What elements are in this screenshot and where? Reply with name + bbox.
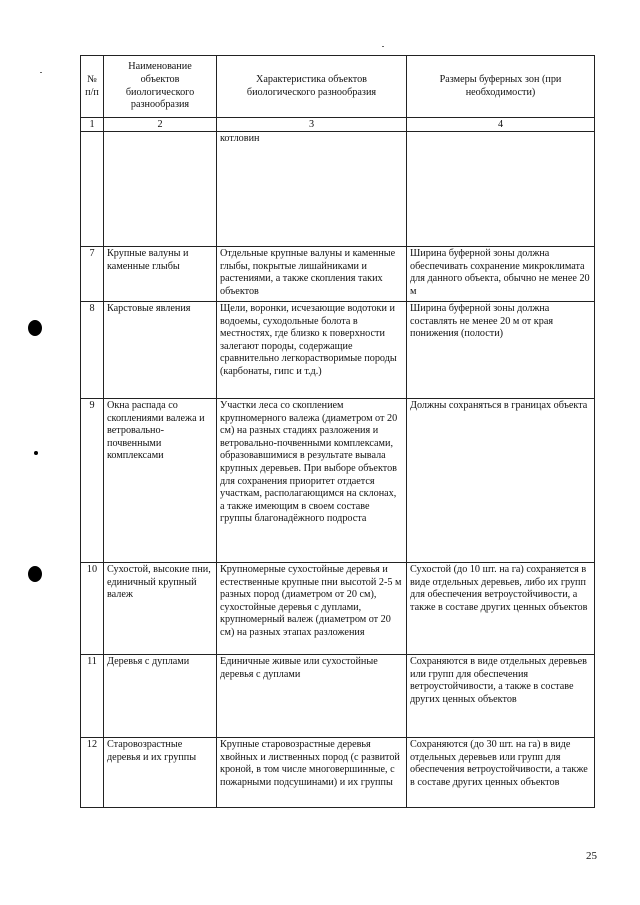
scan-speck (40, 72, 42, 73)
row-num (81, 132, 104, 247)
row-buffer: Сохраняются в виде отдельных деревьев или групп для обеспечения ветроустойчивости, а также в составе других ценных объектов (407, 655, 595, 738)
row-name: Сухостой, высокие пни, единичный крупный валеж (104, 563, 217, 655)
row-buffer: Должны сохраняться в границах объекта (407, 399, 595, 563)
row-buffer: Ширина буферной зоны должна составлять не менее 20 м от края понижения (полости) (407, 302, 595, 399)
row-num: 8 (81, 302, 104, 399)
row-num: 12 (81, 738, 104, 808)
biodiversity-objects-table (80, 55, 595, 808)
table-row (81, 655, 595, 738)
row-name: Старовозрастные деревья и их группы (104, 738, 217, 808)
header-buffer: Размеры буферных зон (при необходимости) (407, 56, 595, 118)
row-characteristic: Отдельные крупные валуны и каменные глыбы, покрытые лишайниками и растениями, а также скопления таких объектов (217, 247, 407, 302)
row-buffer: Ширина буферной зоны должна обеспечивать сохранение микроклимата для данного объекта, обычно не менее 20 м (407, 247, 595, 302)
col-number: 3 (217, 118, 407, 132)
row-num: 10 (81, 563, 104, 655)
row-num: 7 (81, 247, 104, 302)
row-name: Крупные валуны и каменные глыбы (104, 247, 217, 302)
row-buffer (407, 132, 595, 247)
row-buffer: Сохраняются (до 30 шт. на га) в виде отдельных деревьев или групп для обеспечения ветроустойчивости, а также в составе других ценных объектов (407, 738, 595, 808)
row-name: Деревья с дуплами (104, 655, 217, 738)
punch-hole-top (28, 320, 42, 336)
punch-hole-bottom (28, 566, 42, 582)
row-num: 11 (81, 655, 104, 738)
header-name: Наименование объектов биологического разнообразия (104, 56, 217, 118)
header-num: № п/п (81, 56, 104, 118)
margin-mark (34, 451, 38, 455)
table-row (81, 563, 595, 655)
col-number: 1 (81, 118, 104, 132)
row-characteristic: Крупные старовозрастные деревья хвойных и лиственных пород (с развитой кроной, в том числе многовершинные, с пожарными подсушинами) и их группы (217, 738, 407, 808)
row-characteristic: Крупномерные сухостойные деревья и естественные крупные пни высотой 2-5 м разных пород (диаметром от 20 см), сухостойные деревья с дуплами, крупномерный валеж (диаметром от 20 см) на разных этапах разложения (217, 563, 407, 655)
row-num: 9 (81, 399, 104, 563)
row-name: Карстовые явления (104, 302, 217, 399)
table-row (81, 247, 595, 302)
table-row (81, 738, 595, 808)
row-buffer: Сухостой (до 10 шт. на га) сохраняется в виде отдельных деревьев, либо их групп для обеспечения ветроустойчивости, а также в составе других ценных объектов (407, 563, 595, 655)
column-number-row (81, 118, 595, 132)
table-row (81, 302, 595, 399)
table-row (81, 132, 595, 247)
col-number: 4 (407, 118, 595, 132)
table-row (81, 399, 595, 563)
row-characteristic: Участки леса со скоплением крупномерного валежа (диаметром от 20 см) на разных стадиях разложения и ветровально-почвенными комплексами, образовавшимися в результате вывала крупных деревьев. При выборе объектов для сохранения приоритет отдается участкам, располагающимся на склонах, а также имеющим в своем составе группы благонадёжного подроста (217, 399, 407, 563)
page-number: 25 (586, 850, 597, 862)
table-header-row (81, 56, 595, 118)
scan-speck (382, 46, 384, 47)
row-characteristic: Единичные живые или сухостойные деревья с дуплами (217, 655, 407, 738)
row-characteristic: Щели, воронки, исчезающие водотоки и водоемы, суходольные болота в местностях, где близко к поверхности залегают породы, содержащие сравнительно легкорастворимые породы (карбонаты, гипс и т.д.) (217, 302, 407, 399)
header-characteristic: Характеристика объектов биологического разнообразия (217, 56, 407, 118)
row-name (104, 132, 217, 247)
row-name: Окна распада со скоплениями валежа и ветровально-почвенными комплексами (104, 399, 217, 563)
col-number: 2 (104, 118, 217, 132)
row-characteristic: котловин (217, 132, 407, 247)
